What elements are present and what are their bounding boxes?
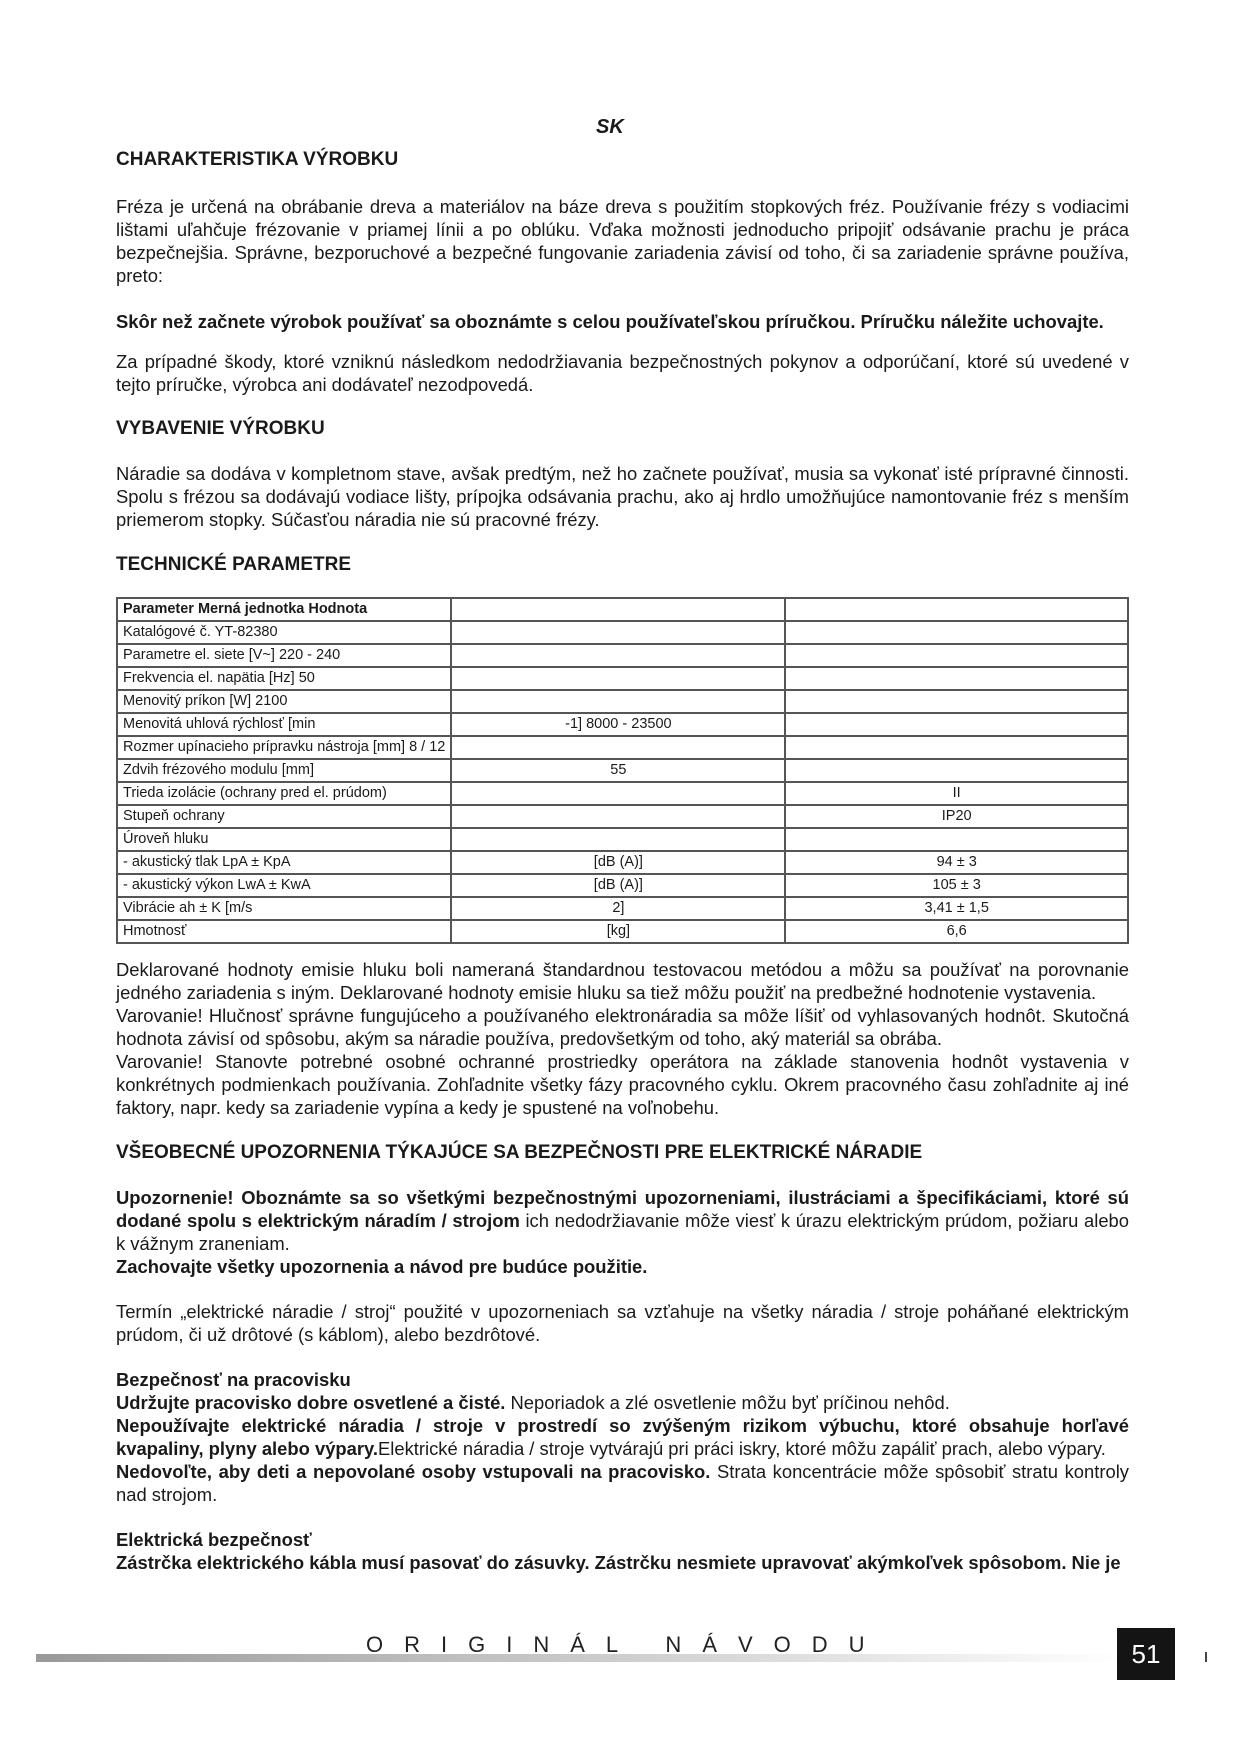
table-row (117, 667, 1128, 690)
table-cell (451, 805, 785, 828)
table-cell (451, 644, 785, 667)
manual-notice: Skôr než začnete výrobok používať sa oboznámte s celou používateľskou príručkou. Príručku náležite uchovajte. (116, 311, 1104, 332)
table-row (117, 805, 1128, 828)
table-cell: [dB (A)] (451, 851, 785, 874)
electrical-safety-title: Elektrická bezpečnosť (116, 1529, 312, 1550)
language-code: SK (596, 116, 624, 138)
table-cell: II (785, 782, 1128, 805)
table-row (117, 690, 1128, 713)
table-cell: Parametre el. siete [V~] 220 - 240 (117, 644, 451, 667)
table-row (117, 920, 1128, 943)
page-number: 51 (1117, 1628, 1175, 1680)
table-row (117, 828, 1128, 851)
table-cell: Menovitá uhlová rýchlosť [min (117, 713, 451, 736)
table-cell: Katalógové č. YT-82380 (117, 621, 451, 644)
table-cell: Rozmer upínacieho prípravku nástroja [mm] 8 / 12 (117, 736, 451, 759)
table-row (117, 736, 1128, 759)
table-cell (785, 828, 1128, 851)
table-row (117, 782, 1128, 805)
content (116, 148, 1129, 1574)
table-cell: Menovitý príkon [W] 2100 (117, 690, 451, 713)
table-row (117, 874, 1128, 897)
tech-params-table (116, 597, 1129, 944)
table-cell (785, 713, 1128, 736)
table-cell (451, 667, 785, 690)
safety-warning-rest: ich nedodržiavanie môže viesť k úrazu elektrickým prúdom, požiaru alebo k vážnym zraneniam. (116, 1210, 1130, 1254)
table-cell (785, 621, 1128, 644)
workplace-safety-title: Bezpečnosť na pracovisku (116, 1369, 351, 1390)
table-cell: 94 ± 3 (785, 851, 1128, 874)
table-cell: 3,41 ± 1,5 (785, 897, 1128, 920)
table-row (117, 621, 1128, 644)
table-row (117, 897, 1128, 920)
electrical-safety-item: Zástrčka elektrického kábla musí pasovať do zásuvky. Zástrčku nesmiete upravovať akýmkoľvek spôsobom. Nie je (116, 1552, 1121, 1573)
workplace-item-rest: Strata koncentrácie môže spôsobiť stratu kontroly nad strojom. (116, 1461, 1129, 1505)
table-cell (451, 690, 785, 713)
table-cell (785, 644, 1128, 667)
table-cell: Frekvencia el. napätia [Hz] 50 (117, 667, 451, 690)
footer-text: ORIGINÁL NÁVODU (366, 1632, 886, 1657)
workplace-item-bold: Udržujte pracovisko dobre osvetlené a čisté. (116, 1392, 506, 1413)
footer-divider (1205, 1652, 1207, 1662)
table-cell: [dB (A)] (451, 874, 785, 897)
table-cell (785, 690, 1128, 713)
table-cell: [kg] (451, 920, 785, 943)
section-title-tech: TECHNICKÉ PARAMETRE (116, 554, 352, 575)
table-cell: Vibrácie ah ± K [m/s (117, 897, 451, 920)
table-cell: 2] (451, 897, 785, 920)
table-cell (451, 782, 785, 805)
workplace-item-bold: Nedovoľte, aby deti a nepovolané osoby vstupovali na pracovisko. (116, 1461, 711, 1482)
section-title-safety: VŠEOBECNÉ UPOZORNENIA TÝKAJÚCE SA BEZPEČNOSTI PRE ELEKTRICKÉ NÁRADIE (116, 1142, 923, 1163)
term-paragraph: Termín „elektrické náradie / stroj“ použité v upozorneniach sa vzťahuje na všetky náradia / stroje poháňané elektrickým prúdom, či už drôtové (s káblom), alebo bezdrôtové. (116, 1301, 1129, 1345)
table-cell (451, 621, 785, 644)
table-cell: 105 ± 3 (785, 874, 1128, 897)
table-cell (785, 667, 1128, 690)
table-cell (785, 736, 1128, 759)
table-cell: Hmotnosť (117, 920, 451, 943)
characteristics-paragraph: Fréza je určená na obrábanie dreva a materiálov na báze dreva s použitím stopkových fréz. Používanie frézy s vodiacimi lištami uľahčuje frézovanie v priamej línii a po oblúku. Vďaka možnosti jednoducho pripojiť odsávanie prachu je práca bezpečnejšia. Správne, bezporuchové a bezpečné fungovanie zariadenia závisí od toho, či sa zariadenie správne používa, preto: (116, 196, 1129, 286)
workplace-item (116, 1414, 1129, 1460)
table-header-cell (785, 598, 1128, 621)
table-cell (451, 736, 785, 759)
table-cell: Trieda izolácie (ochrany pred el. prúdom) (117, 782, 451, 805)
workplace-item-rest: Elektrické náradia / stroje vytvárajú pri práci iskry, ktoré môžu zapáliť prach, alebo výpary. (378, 1438, 1106, 1459)
table-header-cell (451, 598, 785, 621)
table-cell: Stupeň ochrany (117, 805, 451, 828)
section-title-equipment: VYBAVENIE VÝROBKU (116, 418, 325, 439)
section-title-characteristics: CHARAKTERISTIKA VÝROBKU (116, 149, 399, 170)
table-cell: - akustický výkon LwA ± KwA (117, 874, 451, 897)
safety-warning-bold: Upozornenie! Oboznámte sa so všetkými bezpečnostnými upozorneniami, ilustráciami a špecifikáciami, ktoré sú dodané spolu s elektrickým náradím / strojom (116, 1187, 1129, 1231)
workplace-item-rest: Neporiadok a zlé osvetlenie môžu byť príčinou nehôd. (505, 1392, 950, 1413)
table-row (117, 644, 1128, 667)
declared-values-paragraph: Deklarované hodnoty emisie hluku boli nameraná štandardnou testovacou metódou a môžu sa používať na porovnanie jedného zariadenia s iným. Deklarované hodnoty emisie hluku sa tiež môžu použiť na predbežné hodnotenie vystavenia. (116, 959, 1129, 1003)
safety-warning-paragraph (116, 1186, 1129, 1255)
ppe-warning-paragraph: Varovanie! Stanovte potrebné osobné ochranné prostriedky operátora na základe stanovenia hodnôt vystavenia v konkrétnych podmienkach používania. Zohľadnite všetky fázy pracovného cyklu. Okrem pracovného času zohľadnite aj iné faktory, napr. kedy sa zariadenie vypína a kedy je spustené na voľnobehu. (116, 1051, 1129, 1118)
table-cell: Zdvih frézového modulu [mm] (117, 759, 451, 782)
workplace-item (116, 1460, 1129, 1506)
liability-paragraph: Za prípadné škody, ktoré vzniknú následkom nedodržiavania bezpečnostných pokynov a odporúčaní, ktoré sú uvedené v tejto príručke, výrobca ani dodávateľ nezodpovedá. (116, 351, 1129, 395)
table-cell (785, 759, 1128, 782)
table-cell (451, 828, 785, 851)
table-row (117, 759, 1128, 782)
table-header-cell: Parameter Merná jednotka Hodnota (117, 598, 451, 621)
table-header-row (117, 598, 1128, 621)
keep-instructions: Zachovajte všetky upozornenia a návod pre budúce použitie. (116, 1256, 648, 1277)
workplace-item (116, 1391, 1129, 1414)
table-cell: IP20 (785, 805, 1128, 828)
workplace-item-bold: Nepoužívajte elektrické náradia / stroje v prostredí so zvýšeným rizikom výbuchu, ktoré obsahuje horľavé kvapaliny, plyny alebo výpary. (116, 1415, 1129, 1459)
noise-warning-paragraph: Varovanie! Hlučnosť správne fungujúceho a používaného elektronáradia sa môže líšiť od vyhlasovaných hodnôt. Skutočná hodnota závisí od spôsobu, akým sa náradie používa, predovšetkým od toho, aký materiál sa obrába. (116, 1005, 1129, 1049)
table-cell: 55 (451, 759, 785, 782)
table-cell: Úroveň hluku (117, 828, 451, 851)
table-cell: - akustický tlak LpA ± KpA (117, 851, 451, 874)
table-row (117, 851, 1128, 874)
table-row (117, 713, 1128, 736)
table-cell: 6,6 (785, 920, 1128, 943)
equipment-paragraph: Náradie sa dodáva v kompletnom stave, avšak predtým, než ho začnete používať, musia sa vykonať isté prípravné činnosti. Spolu s frézou sa dodávajú vodiace lišty, prípojka odsávania prachu, ako aj hrdlo umožňujúce namontovanie fréz s menším priemerom stopky. Súčasťou náradia nie sú pracovné frézy. (116, 463, 1129, 530)
table-cell: -1] 8000 - 23500 (451, 713, 785, 736)
